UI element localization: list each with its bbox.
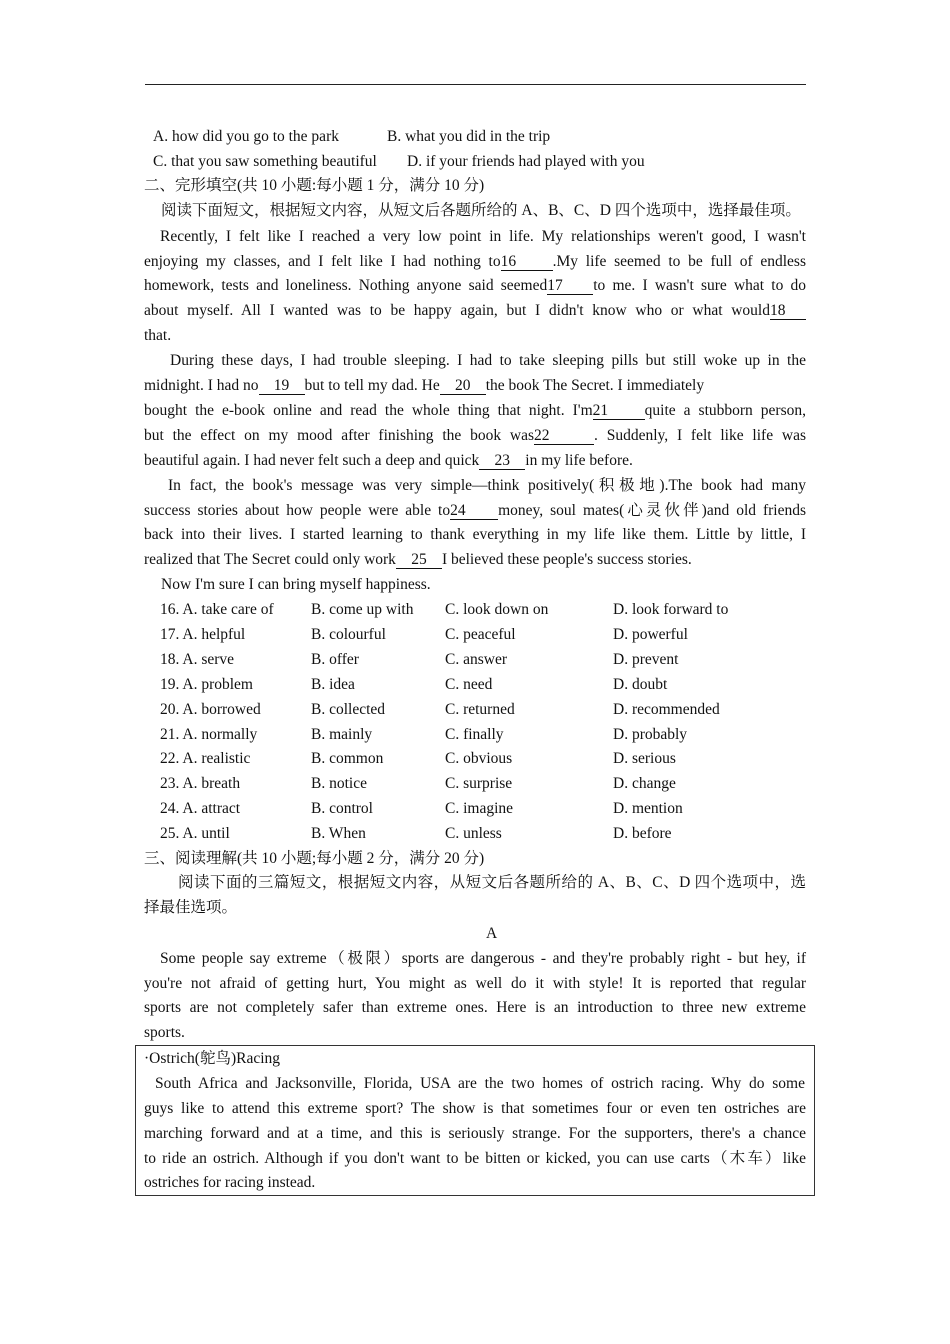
option-22-d: D. serious [613,750,676,767]
blank-16: 16 [501,253,553,271]
box-line: to ride an ostrich. Although if you don't want to be bitten or kicked, you can use carts（木车）like [144,1150,806,1167]
option-18-b: B. offer [311,651,359,668]
option-16-d: D. look forward to [613,601,729,618]
option-19-c: C. need [445,676,493,693]
passage-line: Now I'm sure I can bring myself happiness. [161,576,431,593]
option-18-d: D. prevent [613,651,679,668]
blank-19: 19 [259,377,305,395]
blank-20: 20 [440,377,486,395]
passage-line: sports are not completely safer than extreme ones. Here is an introduction to three new extreme [144,999,806,1016]
box-line: ostriches for racing instead. [144,1174,316,1191]
blank-23: 23 [479,452,525,470]
option-18-c: C. answer [445,651,507,668]
option-20-d: D. recommended [613,701,720,718]
option-23-a: 23. A. breath [160,775,241,792]
option-22-c: C. obvious [445,750,513,767]
box-title: ·Ostrich(鸵鸟)Racing [144,1050,281,1067]
q15-option-b: B. what you did in the trip [387,128,551,145]
option-17-c: C. peaceful [445,626,516,643]
passage-line: realized that The Secret could only work 25 I believed these people's success stories. [144,551,692,568]
option-20-c: C. returned [445,701,515,718]
option-22-b: B. common [311,750,384,767]
header-rule [145,84,806,85]
option-25-b: B. When [311,825,366,842]
option-24-a: 24. A. attract [160,800,241,817]
option-17-b: B. colourful [311,626,386,643]
option-16-c: C. look down on [445,601,549,618]
passage-line: enjoying my classes, and I felt like I had nothing to16 .My life seemed to be full of endless [144,253,806,270]
option-22-a: 22. A. realistic [160,750,251,767]
option-25-c: C. unless [445,825,502,842]
option-24-d: D. mention [613,800,683,817]
passage-line: you're not afraid of getting hurt, You might as well do it with style! It is reported that regular [144,975,806,992]
option-18-a: 18. A. serve [160,651,235,668]
passage-line: beautiful again. I had never felt such a deep and quick 23 in my life before. [144,452,633,469]
option-20-a: 20. A. borrowed [160,701,261,718]
section3-instruction: 阅读下面的三篇短文，根据短文内容，从短文后各题所给的 A、B、C、D 四个选项中，选 [178,874,806,891]
q15-option-a: A. how did you go to the park [153,128,339,145]
passage-line: success stories about how people were able to24 money, soul mates(心灵伙伴)and old friends [144,502,806,519]
option-25-a: 25. A. until [160,825,230,842]
passage-line: back into their lives. I started learning to thank everything in my life like them. Little by little, I [144,526,806,543]
box-line: guys like to attend this extreme sport? The show is that sometimes four or even ten ostriches are [144,1100,806,1117]
option-16-b: B. come up with [311,601,414,618]
blank-17: 17 [547,277,593,295]
passage-line: Some people say extreme（极限）sports are dangerous - and they're probably right - but hey, if [160,950,806,967]
passage-line: In fact, the book's message was very simple—think positively(积极地).The book had many [168,477,806,494]
option-16-a: 16. A. take care of [160,601,274,618]
option-17-a: 17. A. helpful [160,626,246,643]
option-21-c: C. finally [445,726,504,743]
blank-21: 21 [593,402,645,420]
passage-a-label: A [486,925,498,942]
q15-option-c: C. that you saw something beautiful [153,153,377,170]
passage-line: homework, tests and loneliness. Nothing anyone said seemed17 to me. I wasn't sure what to do [144,277,807,294]
passage-line: bought the e-book online and read the whole thing that night. I'm21 quite a stubborn person, [144,402,806,419]
passage-line: about myself. All I wanted was to be happy again, but I didn't know who or what would18 [144,301,806,321]
option-23-c: C. surprise [445,775,513,792]
box-line: South Africa and Jacksonville, Florida, USA are the two homes of ostrich racing. Why do some [155,1075,805,1092]
passage-line: midnight. I had no 19 but to tell my dad. He 20 the book The Secret. I immediately [144,377,705,394]
option-21-a: 21. A. normally [160,726,258,743]
q15-option-d: D. if your friends had played with you [407,153,645,170]
section2-heading: 二、完形填空(共 10 小题:每小题 1 分，满分 10 分) [144,177,485,194]
option-20-b: B. collected [311,701,386,718]
passage-line: that. [144,327,172,344]
option-19-d: D. doubt [613,676,668,693]
passage-line: sports. [144,1024,185,1041]
option-17-d: D. powerful [613,626,688,643]
section3-heading: 三、阅读理解(共 10 小题;每小题 2 分，满分 20 分) [144,850,485,867]
passage-line: During these days, I had trouble sleeping. I had to take sleeping pills but still woke up in the [170,352,806,369]
passage-line: Recently, I felt like I reached a very low point in life. My relationships weren't good, I wasn't [160,228,806,245]
option-24-c: C. imagine [445,800,514,817]
blank-25: 25 [396,551,442,569]
option-21-b: B. mainly [311,726,373,743]
option-23-b: B. notice [311,775,367,792]
box-line: marching forward and at a time, and this is seriously strange. For the supporters, there's a chance [144,1125,806,1142]
option-19-a: 19. A. problem [160,676,253,693]
option-19-b: B. idea [311,676,355,693]
blank-24: 24 [450,502,498,520]
section3-instruction: 择最佳选项。 [144,899,238,916]
option-21-d: D. probably [613,726,688,743]
option-25-d: D. before [613,825,672,842]
section2-instruction: 阅读下面短文，根据短文内容，从短文后各题所给的 A、B、C、D 四个选项中，选择最佳项。 [161,202,801,219]
blank-18: 18 [770,302,806,320]
option-24-b: B. control [311,800,373,817]
passage-line: but the effect on my mood after finishing the book was22 . Suddenly, I felt like life was [144,427,807,444]
option-23-d: D. change [613,775,676,792]
blank-22: 22 [534,427,594,445]
